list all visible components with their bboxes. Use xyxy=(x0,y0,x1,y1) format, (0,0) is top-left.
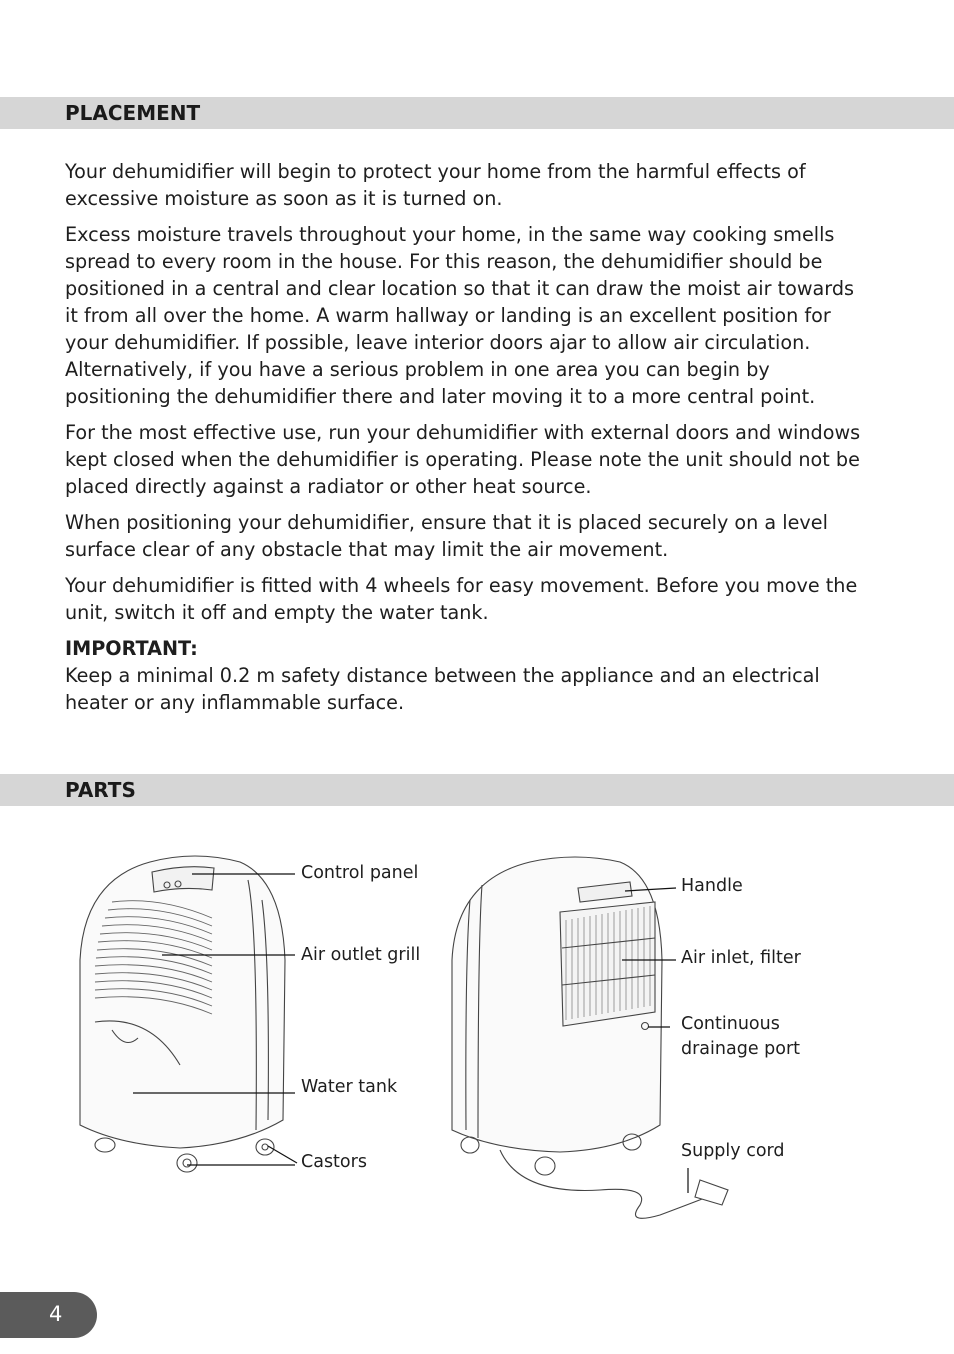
placement-body xyxy=(65,158,865,725)
label-air-outlet-grill: Air outlet grill xyxy=(301,945,421,965)
label-supply-cord: Supply cord xyxy=(681,1141,785,1161)
placement-paragraph: Your dehumidifier is fitted with 4 wheels for easy movement. Before you move the unit, switch it off and empty the water tank. xyxy=(65,574,858,624)
label-control-panel: Control panel xyxy=(301,863,419,883)
parts-diagram xyxy=(0,820,954,1240)
parts-heading: PARTS xyxy=(65,778,136,802)
page-number: 4 xyxy=(49,1302,63,1326)
placement-paragraph: When positioning your dehumidifier, ensure that it is placed securely on a level surface clear of any obstacle that may limit the air movement. xyxy=(65,511,828,561)
placement-paragraph: For the most effective use, run your dehumidifier with external doors and windows kept closed when the dehumidifier is operating. Please note the unit should not be placed directly against a radiator or other heat source. xyxy=(65,421,861,498)
important-text: Keep a minimal 0.2 m safety distance between the appliance and an electrical heater or any inflammable surface. xyxy=(65,664,820,714)
label-water-tank: Water tank xyxy=(301,1077,398,1097)
label-handle: Handle xyxy=(681,876,743,896)
label-castors: Castors xyxy=(301,1152,367,1172)
page-number-tab xyxy=(0,1292,97,1338)
label-air-inlet-filter: Air inlet, filter xyxy=(681,948,801,968)
placement-paragraph: Your dehumidifier will begin to protect your home from the harmful effects of excessive moisture as soon as it is turned on. xyxy=(65,160,806,210)
parts-header-band xyxy=(0,774,954,806)
important-label: IMPORTANT: xyxy=(65,637,198,660)
placement-header-band xyxy=(0,97,954,129)
placement-paragraph: Excess moisture travels throughout your home, in the same way cooking smells spread to every room in the house. For this reason, the dehumidifier should be positioned in a central and clear location so that it can draw the moist air towards it from all over the home. A warm hallway or landing is an excellent position for your dehumidifier. If possible, leave interior doors ajar to allow air circulation. Alternatively, if you have a serious problem in one area you can begin by positioning the dehumidifier there and later moving it to a more central point. xyxy=(65,223,855,408)
label-drainage-port-line2: drainage port xyxy=(681,1039,801,1059)
placement-heading: PLACEMENT xyxy=(65,101,201,125)
front-dehumidifier-illustration xyxy=(80,856,285,1172)
label-drainage-port-line1: Continuous xyxy=(681,1014,780,1034)
